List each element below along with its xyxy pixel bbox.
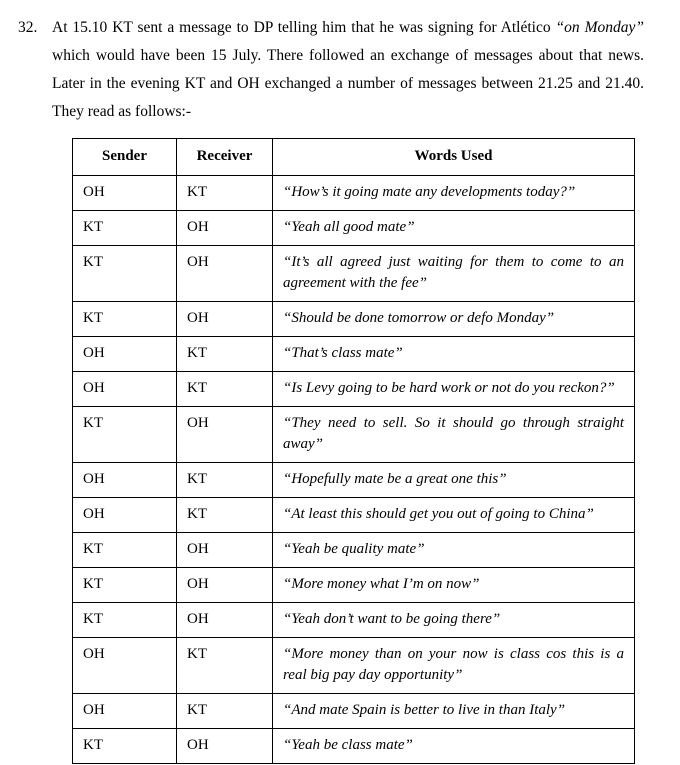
table-row: [73, 176, 635, 211]
cell-receiver: OH: [177, 407, 273, 463]
table-row: [73, 302, 635, 337]
cell-sender: KT: [73, 211, 177, 246]
cell-words-used: “That’s class mate”: [273, 337, 635, 372]
cell-sender: OH: [73, 372, 177, 407]
table-row: [73, 533, 635, 568]
column-header-sender: Sender: [73, 139, 177, 176]
cell-words-used: “How’s it going mate any developments today?”: [273, 176, 635, 211]
paragraph-segment-1: “on Monday”: [555, 19, 644, 36]
paragraph-text: [52, 14, 650, 126]
cell-receiver: OH: [177, 211, 273, 246]
cell-sender: KT: [73, 603, 177, 638]
table-row: [73, 568, 635, 603]
cell-words-used: “More money what I’m on now”: [273, 568, 635, 603]
cell-receiver: OH: [177, 246, 273, 302]
cell-sender: KT: [73, 246, 177, 302]
cell-receiver: KT: [177, 498, 273, 533]
cell-sender: OH: [73, 694, 177, 729]
table-row: [73, 729, 635, 764]
messages-table-wrapper: [72, 138, 638, 764]
cell-words-used: “It’s all agreed just waiting for them to come to an agreement with the fee”: [273, 246, 635, 302]
cell-words-used: “Hopefully mate be a great one this”: [273, 463, 635, 498]
cell-words-used: “Should be done tomorrow or defo Monday”: [273, 302, 635, 337]
paragraph-number: 32.: [18, 19, 38, 36]
table-row: [73, 498, 635, 533]
column-header-words-used: Words Used: [273, 139, 635, 176]
cell-sender: OH: [73, 638, 177, 694]
cell-receiver: KT: [177, 638, 273, 694]
cell-words-used: “Yeah don’t want to be going there”: [273, 603, 635, 638]
table-row: [73, 372, 635, 407]
table-body: [73, 176, 635, 764]
cell-receiver: OH: [177, 302, 273, 337]
cell-sender: OH: [73, 176, 177, 211]
cell-sender: KT: [73, 568, 177, 603]
table-row: [73, 603, 635, 638]
cell-sender: KT: [73, 302, 177, 337]
cell-sender: KT: [73, 407, 177, 463]
paragraph-segment-2: which would have been 15 July. There followed an exchange of messages about that news. Later in the evening KT and OH exchanged a number of messages between 21.25 and 21.40. They read as follows:-: [52, 47, 644, 120]
cell-sender: KT: [73, 729, 177, 764]
cell-words-used: “Yeah be class mate”: [273, 729, 635, 764]
cell-receiver: KT: [177, 694, 273, 729]
cell-receiver: OH: [177, 729, 273, 764]
cell-words-used: “And mate Spain is better to live in than Italy”: [273, 694, 635, 729]
cell-receiver: KT: [177, 463, 273, 498]
cell-receiver: OH: [177, 603, 273, 638]
paragraph-segment-0: At 15.10 KT sent a message to DP telling him that he was signing for Atlético: [52, 19, 556, 36]
cell-sender: OH: [73, 463, 177, 498]
table-header-row: [73, 139, 635, 176]
table-row: [73, 694, 635, 729]
cell-sender: OH: [73, 337, 177, 372]
table-row: [73, 246, 635, 302]
cell-sender: OH: [73, 498, 177, 533]
cell-words-used: “Yeah all good mate”: [273, 211, 635, 246]
column-header-receiver: Receiver: [177, 139, 273, 176]
paragraph-32: [18, 14, 650, 126]
cell-words-used: “At least this should get you out of going to China”: [273, 498, 635, 533]
cell-words-used: “Is Levy going to be hard work or not do you reckon?”: [273, 372, 635, 407]
table-row: [73, 211, 635, 246]
cell-receiver: KT: [177, 337, 273, 372]
table-row: [73, 407, 635, 463]
cell-words-used: “Yeah be quality mate”: [273, 533, 635, 568]
cell-words-used: “They need to sell. So it should go through straight away”: [273, 407, 635, 463]
table-header: [73, 139, 635, 176]
cell-words-used: “More money than on your now is class cos this is a real big pay day opportunity”: [273, 638, 635, 694]
cell-receiver: OH: [177, 568, 273, 603]
cell-receiver: OH: [177, 533, 273, 568]
cell-sender: KT: [73, 533, 177, 568]
table-row: [73, 337, 635, 372]
cell-receiver: KT: [177, 176, 273, 211]
cell-receiver: KT: [177, 372, 273, 407]
table-row: [73, 638, 635, 694]
table-row: [73, 463, 635, 498]
messages-table: [72, 138, 635, 764]
